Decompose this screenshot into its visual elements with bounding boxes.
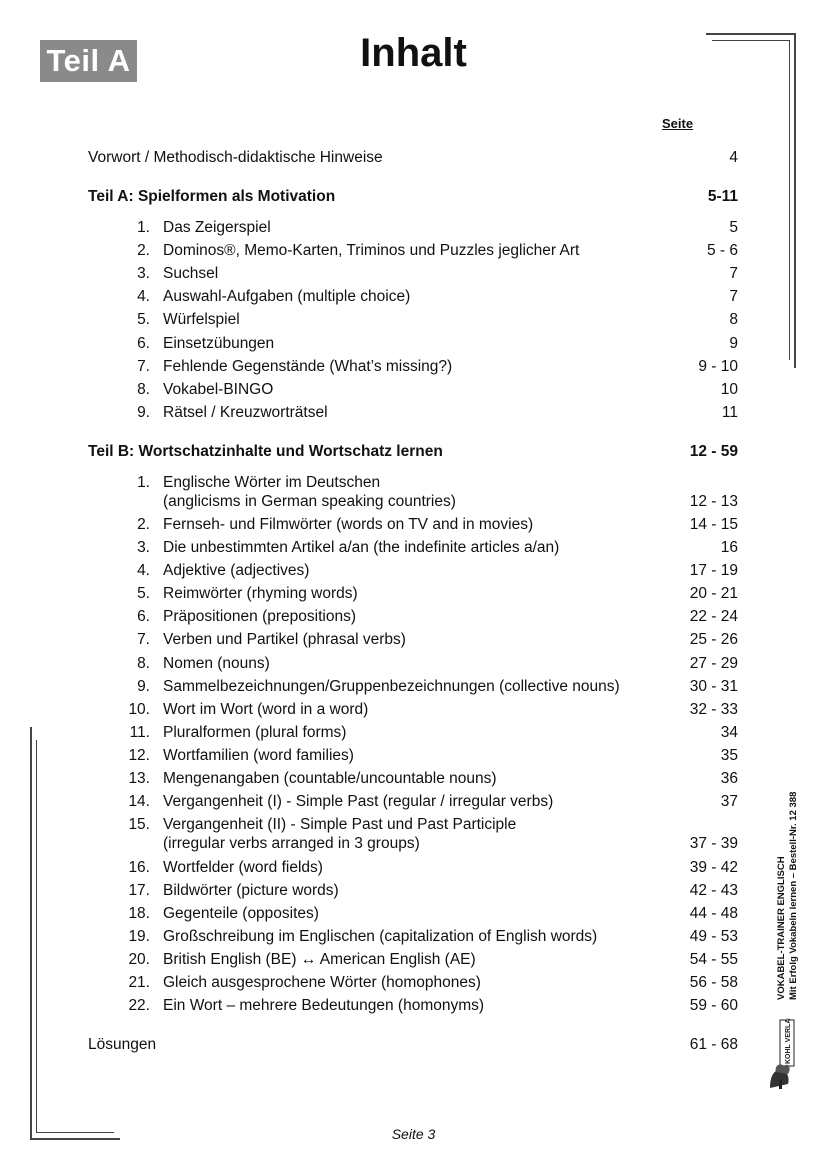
frame-top-right-v1 — [794, 33, 796, 368]
toc-item-label: Verben und Partikel (phrasal verbs) — [163, 631, 406, 648]
frame-top-right-v2 — [789, 40, 790, 360]
toc-item-page: 35 — [720, 747, 738, 764]
toc-item-label-continued: (irregular verbs arranged in 3 groups) — [163, 835, 420, 852]
toc-item-number: 1. — [137, 219, 150, 236]
toc-item-page: 20 - 21 — [689, 585, 738, 602]
toc-item-number: 3. — [137, 539, 150, 556]
toc-item-number: 9. — [137, 678, 150, 695]
toc-item-label: Auswahl-Aufgaben (multiple choice) — [163, 288, 411, 305]
toc-item-label: Bildwörter (picture words) — [163, 882, 339, 899]
toc-item-label: Rätsel / Kreuzworträtsel — [163, 404, 328, 421]
toc-item-page: 5 — [729, 219, 738, 236]
toc-item-number: 14. — [128, 793, 150, 810]
toc-item-page: 49 - 53 — [689, 928, 738, 945]
toc-item-page: 22 - 24 — [689, 608, 738, 625]
toc-item-number: 3. — [137, 265, 150, 282]
toc-item-page: 37 - 39 — [689, 835, 738, 852]
toc-item-number: 5. — [137, 311, 150, 328]
toc-item-label: Mengenangaben (countable/uncountable nouns) — [163, 770, 497, 787]
toc-item-label: Adjektive (adjectives) — [163, 562, 310, 579]
toc-item-label: Nomen (nouns) — [163, 655, 270, 672]
toc-item-label: Fehlende Gegenstände (What’s missing?) — [163, 358, 453, 375]
section-badge: Teil A — [40, 40, 137, 82]
toc-item-label: Vokabel-BINGO — [163, 381, 274, 398]
toc-item-label: Einsetzübungen — [163, 335, 275, 352]
toc-item-number: 2. — [137, 516, 150, 533]
toc-item-number: 21. — [128, 974, 150, 991]
toc-item-page: 16 — [720, 539, 738, 556]
toc-item-number: 8. — [137, 655, 150, 672]
side-info-line2: Mit Erfolg Vokabeln lernen – Bestell-Nr. 12 388 — [788, 791, 799, 1000]
page-title: Inhalt — [360, 31, 467, 75]
toc-item-page: 25 - 26 — [689, 631, 738, 648]
toc-item-label: Wort im Wort (word in a word) — [163, 701, 369, 718]
toc-item-label: Vergangenheit (I) - Simple Past (regular / irregular verbs) — [163, 793, 554, 810]
toc-item-page: 59 - 60 — [689, 997, 738, 1014]
toc-item-number: 15. — [128, 816, 150, 833]
toc-item-page: 30 - 31 — [689, 678, 738, 695]
toc-item-page: 7 — [729, 288, 738, 305]
toc-item-page: 5 - 6 — [706, 242, 738, 259]
toc-item-number: 4. — [137, 562, 150, 579]
toc-item-label: Reimwörter (rhyming words) — [163, 585, 358, 602]
toc-item-label: Vergangenheit (II) - Simple Past und Past Participle — [163, 816, 517, 833]
toc-section-teil-a: Teil A: Spielformen als Motivation — [88, 188, 336, 205]
toc-item-label: Gleich ausgesprochene Wörter (homophones) — [163, 974, 481, 991]
toc-page-loesungen: 61 - 68 — [689, 1036, 738, 1053]
toc-page-teil-b: 12 - 59 — [689, 443, 738, 460]
toc-item-label: Würfelspiel — [163, 311, 240, 328]
toc-item-number: 20. — [128, 951, 150, 968]
toc-item-label: Das Zeigerspiel — [163, 219, 271, 236]
toc-item-page: 14 - 15 — [689, 516, 738, 533]
toc-item-number: 19. — [128, 928, 150, 945]
frame-bottom-left-v1 — [30, 727, 32, 1140]
toc-item-number: 2. — [137, 242, 150, 259]
toc-item-page: 7 — [729, 265, 738, 282]
toc-item-number: 12. — [128, 747, 150, 764]
toc-item-page: 8 — [729, 311, 738, 328]
toc-item-page: 9 - 10 — [698, 358, 738, 375]
toc-item-number: 16. — [128, 859, 150, 876]
toc-item-number: 9. — [137, 404, 150, 421]
toc-item-number: 11. — [129, 724, 150, 741]
toc-item-page: 37 — [720, 793, 738, 810]
toc-item-label: Sammelbezeichnungen/Gruppenbezeichnungen (collective nouns) — [163, 678, 620, 695]
toc-item-label: Pluralformen (plural forms) — [163, 724, 347, 741]
toc-page-vorwort: 4 — [729, 149, 738, 166]
toc-item-page: 42 - 43 — [689, 882, 738, 899]
toc-item-number: 17. — [128, 882, 150, 899]
side-info-line1: VOKABEL-TRAINER ENGLISCH — [776, 856, 787, 1000]
toc-item-page: 10 — [720, 381, 738, 398]
toc-item-page: 9 — [729, 335, 738, 352]
toc-item-label: Englische Wörter im Deutschen — [163, 474, 381, 491]
toc-item-number: 22. — [128, 997, 150, 1014]
toc-item-number: 10. — [128, 701, 150, 718]
toc-item-page: 32 - 33 — [689, 701, 738, 718]
toc-item-label: Präpositionen (prepositions) — [163, 608, 356, 625]
toc-item-label: Fernseh- und Filmwörter (words on TV and in movies) — [163, 516, 534, 533]
toc-item-page: 54 - 55 — [689, 951, 738, 968]
toc-item-label: Suchsel — [163, 265, 219, 282]
frame-bottom-left-v2 — [36, 740, 37, 1133]
toc-page-teil-a: 5-11 — [707, 188, 738, 205]
toc-entry-vorwort: Vorwort / Methodisch-didaktische Hinweise — [88, 149, 383, 166]
toc-item-label: Ein Wort – mehrere Bedeutungen (homonyms) — [163, 997, 485, 1014]
toc-item-number: 1. — [137, 474, 150, 491]
toc-item-page: 34 — [720, 724, 738, 741]
toc-item-number: 18. — [128, 905, 150, 922]
toc-item-number: 6. — [137, 335, 150, 352]
toc-entry-loesungen: Lösungen — [88, 1036, 157, 1053]
toc-item-number: 13. — [128, 770, 150, 787]
toc-item-label: Wortfamilien (word families) — [163, 747, 354, 764]
toc-item-number: 7. — [137, 631, 150, 648]
toc-item-label: British English (BE) ↔ American English (AE) — [163, 951, 476, 968]
publisher-logo — [768, 1018, 798, 1090]
toc-item-page: 11 — [721, 404, 738, 421]
toc-item-label: Wortfelder (word fields) — [163, 859, 323, 876]
toc-item-label: Großschreibung im Englischen (capitalization of English words) — [163, 928, 598, 945]
toc-item-label: Dominos®, Memo-Karten, Triminos und Puzzles jeglicher Art — [163, 242, 580, 259]
page-column-header: Seite — [662, 116, 694, 131]
toc-item-page: 39 - 42 — [689, 859, 738, 876]
page-footer: Seite 3 — [391, 1126, 436, 1142]
toc-item-page: 27 - 29 — [689, 655, 738, 672]
toc-item-number: 8. — [137, 381, 150, 398]
toc-item-page: 36 — [720, 770, 738, 787]
toc-item-page: 12 - 13 — [689, 493, 738, 510]
toc-item-label: Gegenteile (opposites) — [163, 905, 319, 922]
toc-item-label: Die unbestimmten Artikel a/an (the indefinite articles a/an) — [163, 539, 560, 556]
side-publisher-info — [776, 770, 812, 1000]
toc-item-number: 6. — [137, 608, 150, 625]
toc-item-number: 4. — [137, 288, 150, 305]
toc-item-number: 7. — [137, 358, 150, 375]
toc-item-page: 17 - 19 — [689, 562, 738, 579]
toc-item-page: 44 - 48 — [689, 905, 738, 922]
toc-item-number: 5. — [137, 585, 150, 602]
toc-item-page: 56 - 58 — [689, 974, 738, 991]
toc-item-label-continued: (anglicisms in German speaking countries) — [163, 493, 456, 510]
toc-section-teil-b: Teil B: Wortschatzinhalte und Wortschatz lernen — [88, 443, 443, 460]
publisher-logo-text: KOHL VERLAG — [785, 1018, 792, 1064]
